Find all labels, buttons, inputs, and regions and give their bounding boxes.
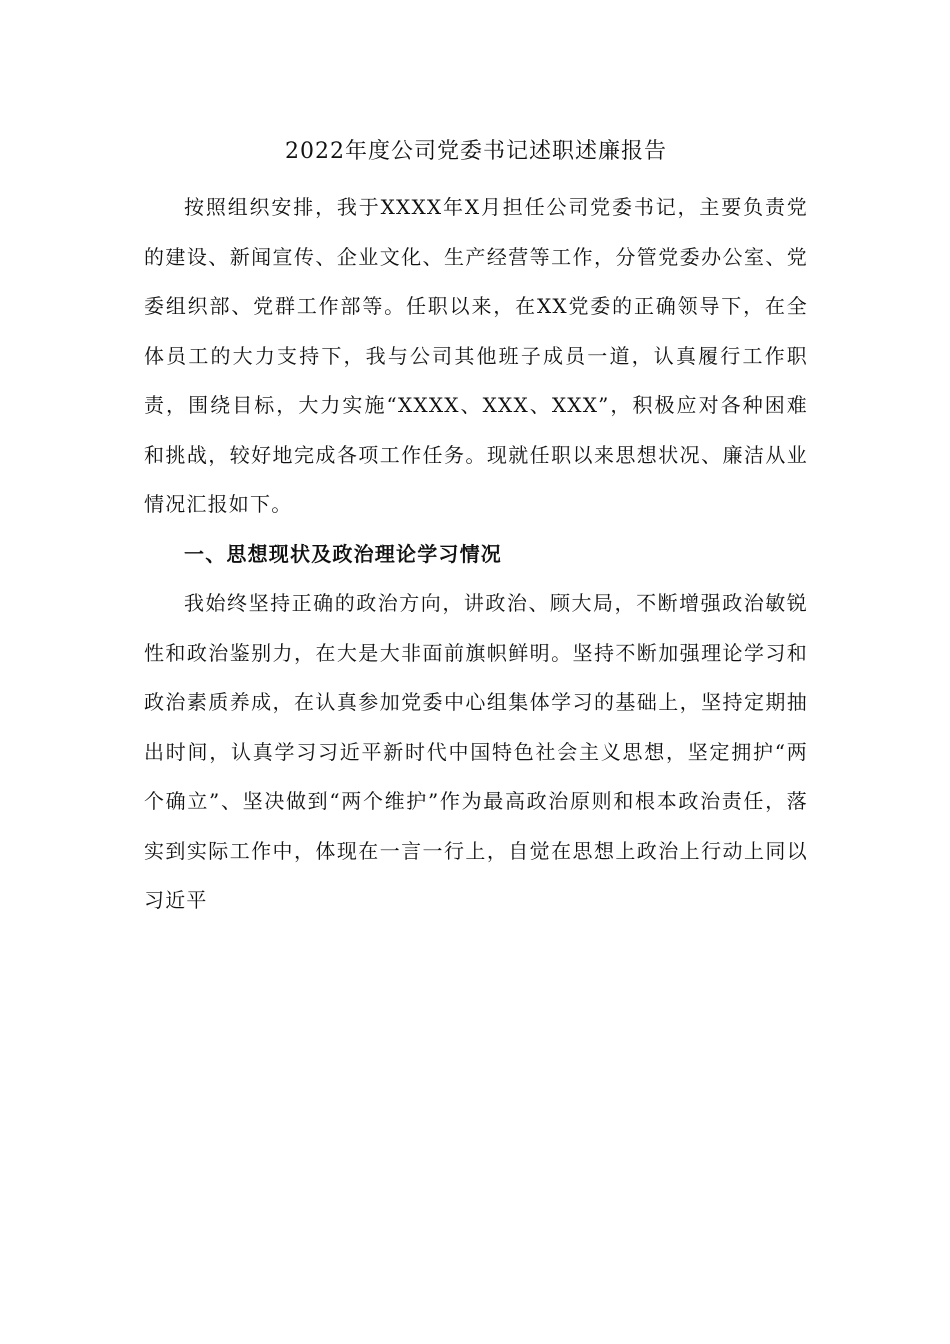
document-title: 2022年度公司党委书记述职述廉报告: [285, 139, 667, 164]
intro-paragraph: 按照组织安排，我于XXXX年X月担任公司党委书记，主要负责党的建设、新闻宣传、企业文化、生产经营等工作，分管党委办公室、党委组织部、党群工作部等。任职以来，在XX党委的正确领导下，在全体员工的大力支持下，我与公司其他班子成员一道，认真履行工作职责，围绕目标，大力实施“XXXX、XXX、XXX”，积极应对各种困难和挑战，较好地完成各项工作任务。现就任职以来思想状况、廉洁从业情况汇报如下。: [144, 195, 808, 516]
document-body: [144, 134, 808, 926]
section-paragraph: 我始终坚持正确的政治方向，讲政治、顾大局，不断增强政治敏锐性和政治鉴别力，在大是大非面前旗帜鲜明。坚持不断加强理论学习和政治素质养成，在认真参加党委中心组集体学习的基础上，坚持定期抽出时间，认真学习习近平新时代中国特色社会主义思想，坚定拥护“两个确立”、坚决做到“两个维护”作为最高政治原则和根本政治责任，落实到实际工作中，体现在一言一行上，自觉在思想上政治上行动上同以习近平: [144, 591, 808, 912]
section-heading: 一、思想现状及政治理论学习情况: [184, 541, 502, 566]
